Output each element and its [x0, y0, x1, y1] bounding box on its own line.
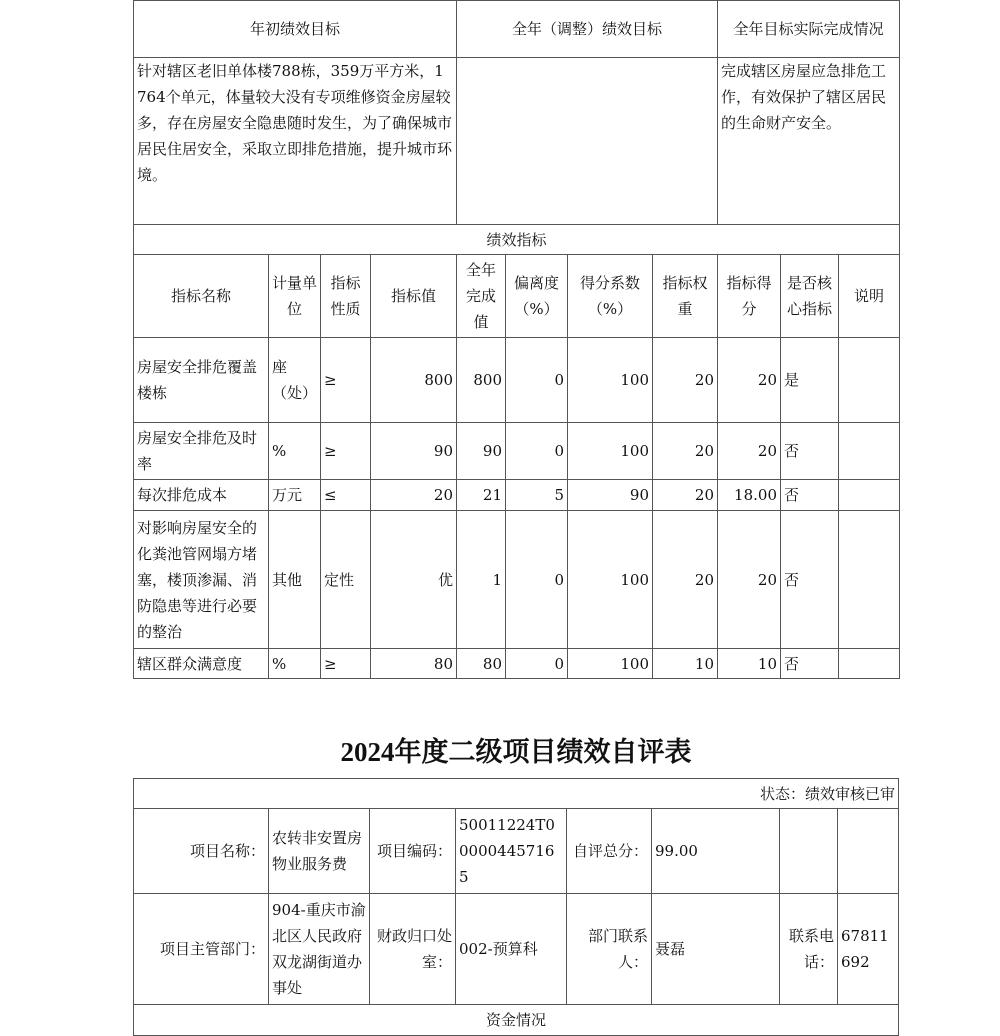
indicator-cell: 1 [457, 511, 506, 649]
indicator-cell: 定性 [321, 511, 371, 649]
indicator-cell: 0 [506, 338, 568, 423]
label-dept: 项目主管部门： [134, 894, 269, 1005]
indicator-cell: 5 [506, 480, 568, 511]
adjusted-goal-text [457, 58, 718, 225]
empty-cell [838, 809, 899, 894]
project-name: 农转非安置房物业服务费 [269, 809, 370, 894]
indicator-cell: 房屋安全排危及时率 [134, 423, 269, 480]
indicator-header: 偏离度（%） [506, 255, 568, 338]
indicator-cell: 90 [371, 423, 457, 480]
table-row [134, 511, 900, 649]
self-eval-form [133, 778, 899, 1036]
indicator-cell: 0 [506, 423, 568, 480]
performance-table [133, 0, 900, 679]
project-code: 50011224T000004457165 [456, 809, 567, 894]
indicator-cell: ≥ [321, 338, 371, 423]
indicator-cell: 100 [568, 649, 653, 679]
indicator-cell: 辖区群众满意度 [134, 649, 269, 679]
indicator-cell [839, 338, 900, 423]
indicator-cell [839, 511, 900, 649]
indicator-cell: 20 [653, 480, 718, 511]
indicator-cell [839, 480, 900, 511]
indicator-header: 指标得分 [718, 255, 781, 338]
indicator-cell: 18.00 [718, 480, 781, 511]
indicator-header: 指标值 [371, 255, 457, 338]
indicator-cell: 80 [457, 649, 506, 679]
indicator-cell: 20 [718, 511, 781, 649]
table-row [134, 423, 900, 480]
indicator-header: 指标名称 [134, 255, 269, 338]
dept: 904-重庆市渝北区人民政府双龙湖街道办事处 [269, 894, 370, 1005]
indicator-cell: 100 [568, 423, 653, 480]
indicator-cell: 0 [506, 511, 568, 649]
indicator-header: 指标权重 [653, 255, 718, 338]
indicator-cell: % [269, 649, 321, 679]
indicator-cell: 100 [568, 511, 653, 649]
indicator-cell: 是 [781, 338, 839, 423]
indicator-cell: 800 [371, 338, 457, 423]
indicator-cell: 100 [568, 338, 653, 423]
indicator-cell: 21 [457, 480, 506, 511]
label-score: 自评总分： [567, 809, 652, 894]
indicator-cell: 万元 [269, 480, 321, 511]
indicator-cell: 每次排危成本 [134, 480, 269, 511]
label-project-name: 项目名称： [134, 809, 269, 894]
indicator-cell: 0 [506, 649, 568, 679]
label-phone: 联系电话： [780, 894, 838, 1005]
indicator-header: 计量单位 [269, 255, 321, 338]
indicator-cell: 座（处） [269, 338, 321, 423]
indicator-header: 全年完成值 [457, 255, 506, 338]
indicator-cell: % [269, 423, 321, 480]
indicator-cell: 10 [653, 649, 718, 679]
indicator-cell: ≥ [321, 423, 371, 480]
table-row [134, 338, 900, 423]
actual-text: 完成辖区房屋应急排危工作，有效保护了辖区居民的生命财产安全。 [718, 58, 900, 225]
office: 002-预算科 [456, 894, 567, 1005]
indicator-cell: 房屋安全排危覆盖楼栋 [134, 338, 269, 423]
indicator-cell: 优 [371, 511, 457, 649]
indicator-cell: 20 [653, 338, 718, 423]
indicator-cell: 20 [371, 480, 457, 511]
page-title: 2024年度二级项目绩效自评表 [340, 737, 692, 767]
indicator-cell: ≤ [321, 480, 371, 511]
indicator-cell: 10 [718, 649, 781, 679]
header-actual: 全年目标实际完成情况 [718, 1, 900, 58]
indicator-cell: 20 [718, 338, 781, 423]
section-indicators: 绩效指标 [134, 225, 900, 255]
phone: 67811692 [838, 894, 899, 1005]
indicator-cell: ≥ [321, 649, 371, 679]
indicator-cell: 20 [653, 511, 718, 649]
indicator-cell: 否 [781, 480, 839, 511]
indicator-cell: 80 [371, 649, 457, 679]
indicator-header: 是否核心指标 [781, 255, 839, 338]
contact: 聂磊 [652, 894, 780, 1005]
label-contact: 部门联系人： [567, 894, 652, 1005]
header-initial-goal: 年初绩效目标 [134, 1, 457, 58]
indicator-header: 说明 [839, 255, 900, 338]
indicator-cell: 90 [457, 423, 506, 480]
table-row [134, 649, 900, 679]
initial-goal-text: 针对辖区老旧单体楼788栋，359万平方米，1764个单元，体量较大没有专项维修资金房屋较多，存在房屋安全隐患随时发生，为了确保城市居民住居安全，采取立即排危措施，提升城市环境。 [134, 58, 457, 225]
indicator-cell: 20 [718, 423, 781, 480]
indicator-header: 得分系数（%） [568, 255, 653, 338]
indicator-cell: 90 [568, 480, 653, 511]
indicator-header: 指标性质 [321, 255, 371, 338]
table-row [134, 480, 900, 511]
indicator-cell [839, 423, 900, 480]
indicator-cell: 对影响房屋安全的化粪池管网塌方堵塞，楼顶渗漏、消防隐患等进行必要的整治 [134, 511, 269, 649]
empty-cell [780, 809, 838, 894]
total-score: 99.00 [652, 809, 780, 894]
status-text: 状态：绩效审核已审 [134, 779, 899, 809]
indicator-cell: 否 [781, 511, 839, 649]
header-adjusted-goal: 全年（调整）绩效目标 [457, 1, 718, 58]
indicator-cell [839, 649, 900, 679]
indicator-cell: 20 [653, 423, 718, 480]
label-office: 财政归口处室： [370, 894, 456, 1005]
label-project-code: 项目编码： [370, 809, 456, 894]
indicator-cell: 其他 [269, 511, 321, 649]
indicator-cell: 800 [457, 338, 506, 423]
section-funds: 资金情况 [134, 1005, 899, 1036]
indicator-cell: 否 [781, 423, 839, 480]
indicator-cell: 否 [781, 649, 839, 679]
